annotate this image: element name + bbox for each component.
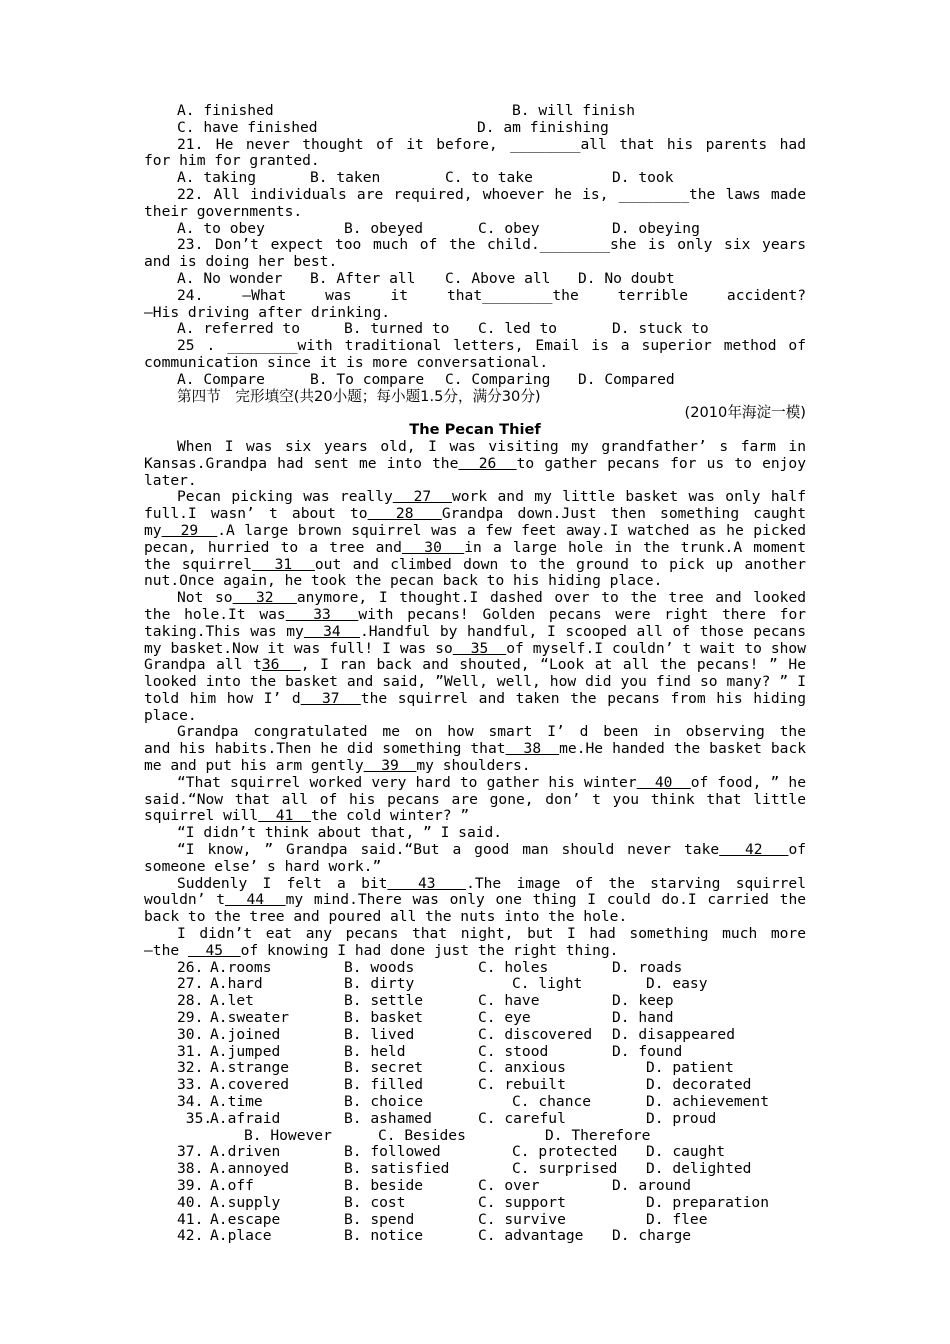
question-stem: —His driving after drinking. — [144, 303, 391, 321]
blank-number: 37 — [300, 690, 361, 707]
option-text: D. Therefore — [545, 1126, 651, 1144]
passage-line: When I was six years old, I was visiting my grandfather’ s farm in — [177, 438, 806, 455]
cloze-option-row — [144, 1094, 806, 1111]
blank-number: 31 — [251, 556, 315, 573]
cloze-option-row — [144, 1128, 806, 1145]
passage-line: Not so 32 anymore, I thought.I dashed over to the tree and looked — [177, 590, 806, 607]
passage-line: my 29 .A large brown squirrel was a few feet away.I watched as he picked — [144, 522, 806, 539]
option-text: C. discovered — [478, 1025, 593, 1043]
question-number: 34. — [177, 1093, 204, 1111]
passage-line: said.“Now that all of his pecans are gone, don’ t you think that little — [144, 791, 806, 808]
option-text: C. Comparing — [445, 370, 551, 388]
passage-line: squirrel will 41 the cold winter? ” — [144, 807, 470, 825]
option-text: A. to obey — [177, 219, 265, 237]
cloze-option-row — [144, 1212, 806, 1229]
option-text: B. However — [244, 1126, 332, 1144]
option-text: D. preparation — [646, 1193, 770, 1211]
option-text: B. taken — [310, 169, 381, 187]
question-options — [144, 170, 806, 187]
question-number: 29. — [177, 1009, 204, 1027]
question-stem: 21. He never thought of it before, ________all that his parents had — [177, 136, 806, 153]
option-text: C. stood — [478, 1042, 549, 1060]
passage-line: place. — [144, 706, 197, 724]
option-text: D. stuck to — [612, 320, 709, 338]
blank-number: 36 — [261, 657, 301, 674]
passage-line: and his habits.Then he did something that 38 me.He handed the basket back — [144, 741, 806, 758]
question-stem: their governments. — [144, 202, 303, 220]
option-text: A. No wonder — [177, 269, 283, 287]
question-options — [144, 321, 806, 338]
option-text: D. delighted — [646, 1160, 752, 1178]
blank-number: 44 — [225, 892, 286, 909]
option-text: C. careful — [478, 1109, 566, 1127]
blank-number: 39 — [363, 757, 417, 775]
cloze-option-row — [144, 1178, 806, 1195]
option-text: D. obeying — [612, 219, 700, 237]
passage-line: wouldn’ t 44 my mind.There was only one thing I could do.I carried the — [144, 892, 806, 909]
question-options — [144, 103, 806, 120]
option-text: A. referred to — [177, 320, 301, 338]
option-text: D. hand — [612, 1009, 674, 1027]
option-text: B. filled — [344, 1076, 424, 1094]
question-stem: 24. —What was it that________the terrible accident? — [177, 287, 806, 304]
option-text: B. satisfied — [344, 1160, 450, 1178]
blank-number: 43 — [387, 875, 467, 892]
cloze-option-row — [144, 1060, 806, 1077]
cloze-option-row — [144, 1044, 806, 1061]
option-text: A.escape — [210, 1210, 281, 1228]
passage-line: the squirrel 31 out and climbed down to the ground to pick up another — [144, 556, 806, 573]
question-options — [144, 120, 806, 137]
blank-number: 40 — [636, 774, 691, 791]
option-text: B. choice — [344, 1093, 424, 1111]
passage-line: me and put his arm gently 39 my shoulders. — [144, 757, 531, 775]
question-stem: and is doing her best. — [144, 253, 338, 271]
passage-title: The Pecan Thief — [409, 421, 541, 439]
blank-number: 28 — [367, 506, 442, 523]
option-text: A.off — [210, 1177, 254, 1194]
passage-line: looked into the basket and said, ”Well, well, how did you find so many? ” I — [144, 674, 806, 691]
option-text: D. proud — [646, 1109, 717, 1127]
option-text: A.joined — [210, 1025, 281, 1043]
option-text: D. No doubt — [578, 269, 675, 287]
question-number: 40. — [177, 1193, 204, 1211]
passage-line: taking.This was my 34 .Handful by handful, I scooped all of those pecans — [144, 623, 806, 640]
cloze-option-row — [144, 1027, 806, 1044]
source-note: (2010年海淀一模) — [684, 404, 806, 422]
option-text: A.supply — [210, 1193, 281, 1211]
option-text: B. settle — [344, 992, 424, 1010]
option-text: A. Compare — [177, 370, 265, 388]
option-text: B. held — [344, 1042, 406, 1060]
question-number: 41. — [177, 1210, 204, 1228]
option-text: D. Compared — [578, 370, 675, 388]
question-number: 26. — [177, 958, 204, 976]
question-number: 39. — [177, 1177, 204, 1194]
option-text: C. holes — [478, 958, 549, 976]
option-text: A.driven — [210, 1143, 281, 1161]
option-text: D. achievement — [646, 1093, 770, 1111]
option-text: B. basket — [344, 1009, 424, 1027]
option-text: A.sweater — [210, 1009, 290, 1027]
option-text: C. Besides — [378, 1126, 466, 1144]
option-text: B. followed — [344, 1143, 441, 1161]
option-text: C. to take — [445, 169, 533, 187]
passage-line: nut.Once again, he took the pecan back to his hiding place. — [144, 572, 663, 590]
option-text: C. obey — [478, 219, 540, 237]
option-text: D. around — [612, 1177, 692, 1194]
blank-number: 33 — [285, 606, 359, 623]
option-text: B. notice — [344, 1227, 424, 1245]
option-text: B. spend — [344, 1210, 415, 1228]
option-text: C. survive — [478, 1210, 566, 1228]
question-options — [144, 372, 806, 389]
question-stem: 23. Don’t expect too much of the child.________she is only six years — [177, 237, 806, 254]
option-text: C. led to — [478, 320, 558, 338]
blank-number: 27 — [392, 489, 452, 506]
question-stem: communication since it is more conversational. — [144, 353, 549, 371]
option-text: A.jumped — [210, 1042, 281, 1060]
question-stem: 22. All individuals are required, whoever he is, ________the laws made — [177, 186, 806, 203]
option-text: B. To compare — [310, 370, 425, 388]
cloze-option-row — [144, 1195, 806, 1212]
question-stem: 25 . ________with traditional letters, Email is a superior method of — [177, 338, 806, 355]
question-options — [144, 221, 806, 238]
passage-line: someone else’ s hard work.” — [144, 857, 382, 875]
question-number: 27. — [177, 975, 204, 993]
blank-number: 41 — [258, 807, 311, 825]
option-text: C. eye — [478, 1009, 531, 1027]
question-stem: for him for granted. — [144, 152, 320, 170]
option-text: B. ashamed — [344, 1109, 432, 1127]
cloze-option-row — [144, 1077, 806, 1094]
passage-line: told him how I’ d 37 the squirrel and taken the pecans from his hiding — [144, 690, 806, 707]
option-text: C. rebuilt — [478, 1076, 566, 1094]
question-number: 38. — [177, 1160, 204, 1178]
option-text: C. have — [478, 992, 540, 1010]
cloze-option-row — [144, 1228, 806, 1245]
question-number: 31. — [177, 1042, 204, 1060]
passage-line: back to the tree and poured all the nuts into the hole. — [144, 908, 628, 926]
option-text: C. have finished — [177, 118, 318, 136]
option-text: D. easy — [646, 975, 708, 993]
question-number: 30. — [177, 1025, 204, 1043]
passage-line: “I didn’t think about that, ” I said. — [177, 824, 503, 842]
question-number: 35. — [177, 1109, 213, 1127]
question-number: 42. — [177, 1227, 204, 1245]
option-text: A.afraid — [210, 1109, 281, 1127]
passage-line: —the 45 of knowing I had done just the right thing. — [144, 941, 619, 959]
option-text: C. light — [512, 975, 583, 993]
passage-line: I didn’t eat any pecans that night, but I had something much more — [177, 926, 806, 943]
option-text: C. anxious — [478, 1059, 566, 1077]
option-text: D. decorated — [646, 1076, 752, 1094]
option-text: C. advantage — [478, 1227, 584, 1245]
question-number: 37. — [177, 1143, 204, 1161]
passage-line: Suddenly I felt a bit 43 .The image of the starving squirrel — [177, 875, 806, 892]
passage-line: Pecan picking was really 27 work and my little basket was only half — [177, 489, 806, 506]
option-text: A. finished — [177, 102, 274, 119]
cloze-option-row — [144, 1010, 806, 1027]
option-text: A.time — [210, 1093, 263, 1111]
option-text: B. will finish — [512, 102, 636, 119]
option-text: A.let — [210, 992, 254, 1010]
option-text: D. patient — [646, 1059, 734, 1077]
blank-number: 26 — [458, 455, 517, 472]
option-text: D. disappeared — [612, 1025, 736, 1043]
cloze-option-row — [144, 1161, 806, 1178]
option-text: A.covered — [210, 1076, 290, 1094]
option-text: A.annoyed — [210, 1160, 290, 1178]
option-text: C. over — [478, 1177, 540, 1194]
option-text: C. chance — [512, 1093, 592, 1111]
blank-number: 35 — [452, 640, 507, 657]
option-text: B. secret — [344, 1059, 424, 1077]
cloze-option-row — [144, 1144, 806, 1161]
option-text: A.rooms — [210, 958, 272, 976]
option-text: B. cost — [344, 1193, 406, 1211]
option-text: D. caught — [646, 1143, 726, 1161]
option-text: D. flee — [646, 1210, 708, 1228]
blank-number: 29 — [161, 522, 218, 539]
question-number: 28. — [177, 992, 204, 1010]
passage-line: the hole.It was 33 with pecans! Golden pecans were right there for — [144, 606, 806, 623]
option-text: D. roads — [612, 958, 683, 976]
passage-line: “I know, ” Grandpa said.“But a good man should never take 42 of — [177, 842, 806, 859]
passage-line: pecan, hurried to a tree and 30 in a large hole in the trunk.A moment — [144, 539, 806, 556]
blank-number: 34 — [303, 623, 360, 640]
blank-number: 38 — [505, 741, 560, 758]
passage-line: Grandpa congratulated me on how smart I’ d been in observing the — [177, 724, 806, 741]
question-options — [144, 271, 806, 288]
cloze-option-row — [144, 976, 806, 993]
option-text: A.place — [210, 1227, 272, 1245]
option-text: B. dirty — [344, 975, 415, 993]
passage-line: later. — [144, 471, 197, 489]
option-text: D. charge — [612, 1227, 692, 1245]
exam-page — [144, 103, 806, 1245]
option-text: D. found — [612, 1042, 683, 1060]
cloze-option-row — [144, 960, 806, 977]
option-text: D. keep — [612, 992, 674, 1010]
question-number: 33. — [177, 1076, 204, 1094]
passage-line: “That squirrel worked very hard to gather his winter 40 of food, ” he — [177, 774, 806, 791]
option-text: B. woods — [344, 958, 415, 976]
option-text: A.strange — [210, 1059, 290, 1077]
passage-line: Grandpa all t36 , I ran back and shouted, “Look at all the pecans! ” He — [144, 657, 806, 674]
blank-number: 42 — [719, 842, 789, 859]
option-text: B. lived — [344, 1025, 415, 1043]
option-text: B. After all — [310, 269, 416, 287]
blank-number: 30 — [401, 539, 465, 556]
option-text: D. took — [612, 169, 674, 187]
blank-number: 32 — [232, 590, 297, 607]
option-text: A.hard — [210, 975, 263, 993]
option-text: B. turned to — [344, 320, 450, 338]
option-text: B. obeyed — [344, 219, 424, 237]
option-text: C. surprised — [512, 1160, 618, 1178]
passage-line: Kansas.Grandpa had sent me into the 26 to gather pecans for us to enjoy — [144, 455, 806, 472]
cloze-option-row — [144, 993, 806, 1010]
question-number: 32. — [177, 1059, 204, 1077]
option-text: A. taking — [177, 169, 257, 187]
option-text: C. support — [478, 1193, 566, 1211]
option-text: B. beside — [344, 1177, 424, 1194]
option-text: C. Above all — [445, 269, 551, 287]
passage-line: my basket.Now it was full! I was so 35 of myself.I couldn’ t wait to show — [144, 640, 806, 657]
section-title: 第四节 完形填空(共20小题；每小题1.5分，满分30分) — [177, 387, 541, 405]
blank-number: 45 — [187, 941, 241, 959]
option-text: C. protected — [512, 1143, 618, 1161]
option-text: D. am finishing — [477, 118, 609, 136]
passage-line: full.I wasn’ t about to 28 Grandpa down.Just then something caught — [144, 506, 806, 523]
cloze-option-row — [144, 1111, 806, 1128]
